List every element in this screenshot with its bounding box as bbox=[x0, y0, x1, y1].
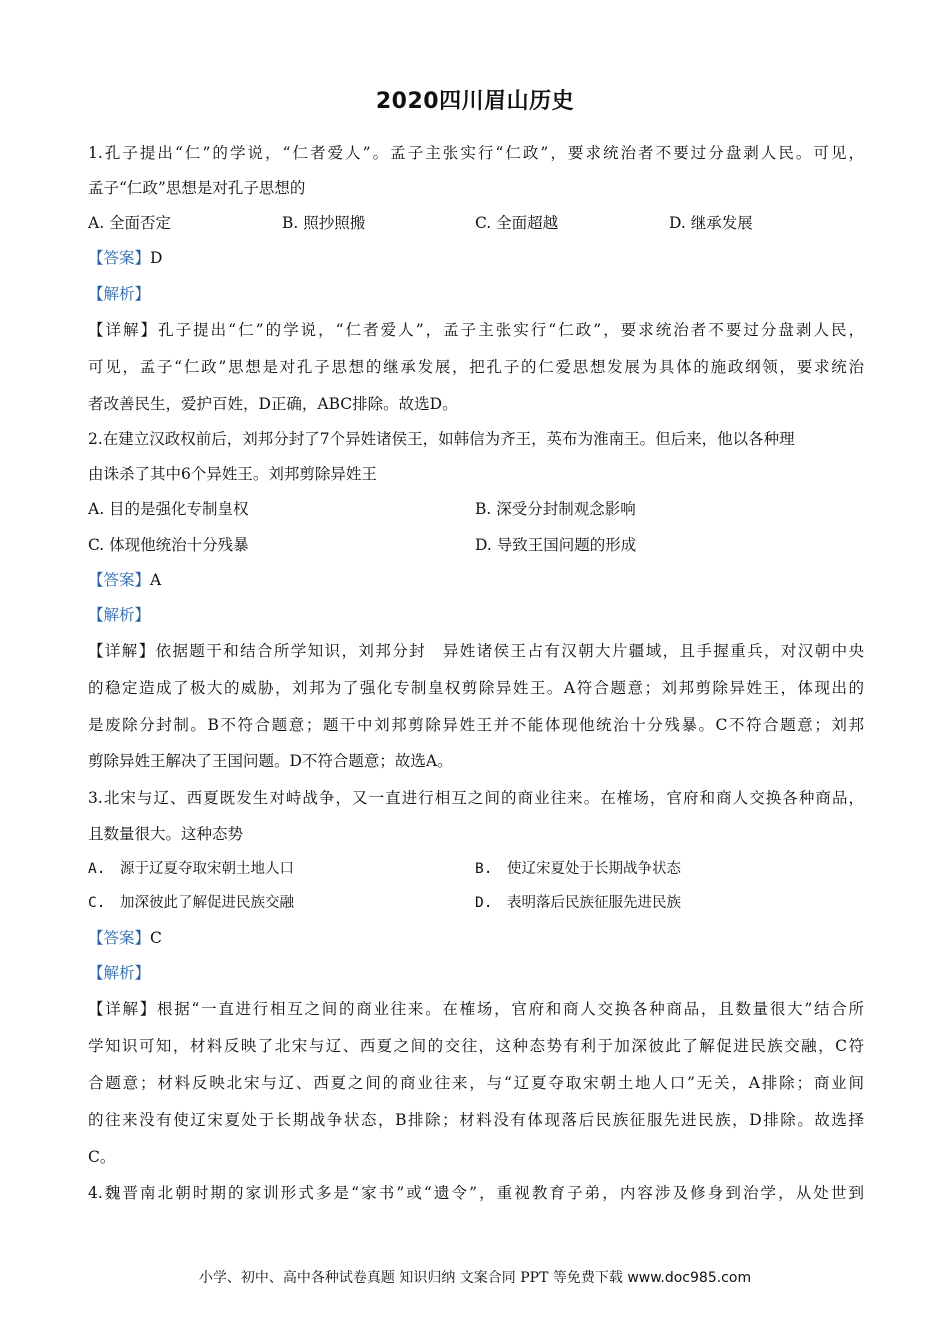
q2-answer bbox=[88, 570, 161, 590]
q1-option-c: C. 全面超越 bbox=[475, 214, 559, 232]
page-footer bbox=[0, 1268, 950, 1288]
q3-detail-line-2: 学知识可知，材料反映了北宋与辽、西夏之间的交往，这种态势有利于加深彼此了解促进民族交融，C符 bbox=[88, 1037, 864, 1055]
q3-detail-line-4: 的往来没有使辽宋夏处于长期战争状态，B排除；材料没有体现落后民族征服先进民族，D排除。故选择 bbox=[88, 1111, 864, 1129]
q1-detail-line-2: 可见，孟子“仁政”思想是对孔子思想的继承发展，把孔子的仁爱思想发展为具体的施政纲领，要求统治 bbox=[88, 358, 864, 376]
q1-detail-line-1 bbox=[88, 320, 864, 340]
q2-detail-line-2: 的稳定造成了极大的威胁，刘邦为了强化专制皇权剪除异姓王。A符合题意；刘邦剪除异姓王，体现出的 bbox=[88, 679, 864, 697]
q1-option-b: B. 照抄照搬 bbox=[282, 214, 366, 232]
q2-option-a: A. 目的是强化专制皇权 bbox=[88, 500, 249, 518]
detail-label: 【详解】 bbox=[88, 321, 159, 339]
q3-detail-line-5: C。 bbox=[88, 1148, 116, 1166]
footer-text: 小学、初中、高中各种试卷真题 知识归纳 文案合同 PPT 等免费下载 bbox=[198, 1270, 623, 1286]
q2-stem-line-2: 由诛杀了其中6个异姓王。刘邦剪除异姓王 bbox=[88, 465, 377, 483]
q1-detail-line-3: 者改善民生，爱护百姓，D正确，ABC排除。故选D。 bbox=[88, 395, 458, 413]
q2-option-c: C. 体现他统治十分残暴 bbox=[88, 536, 249, 554]
q2-stem-line-1: 2.在建立汉政权前后，刘邦分封了7个异姓诸侯王，如韩信为齐王，英布为淮南王。但后来，他以各种理 bbox=[88, 430, 795, 448]
q3-analysis-label: 【解析】 bbox=[88, 964, 151, 982]
q3-stem-line-1: 3.北宋与辽、西夏既发生对峙战争，又一直进行相互之间的商业往来。在榷场，官府和商人交换各种商品， bbox=[88, 789, 864, 807]
q1-analysis-label: 【解析】 bbox=[88, 285, 151, 303]
q1-option-d: D. 继承发展 bbox=[669, 214, 753, 232]
q3-detail-line-3: 合题意；材料反映北宋与辽、西夏之间的商业往来，与“辽夏夺取宋朝土地人口”无关，A排除；商业间 bbox=[88, 1074, 864, 1092]
q2-detail-line-4: 剪除异姓王解决了王国问题。D不符合题意；故选A。 bbox=[88, 752, 453, 770]
q2-analysis-label: 【解析】 bbox=[88, 606, 151, 624]
q3-detail-text-1: 根据“一直进行相互之间的商业往来。在榷场，官府和商人交换各种商品，且数量很大”结合所 bbox=[156, 1000, 864, 1018]
q1-stem-line-1: 1.孔子提出“仁”的学说，“仁者爱人”。孟子主张实行“仁政”，要求统治者不要过分盘剥人民。可见， bbox=[88, 144, 864, 162]
answer-label: 【答案】 bbox=[88, 929, 151, 947]
q1-stem-line-2: 孟子“仁政”思想是对孔子思想的 bbox=[88, 179, 306, 197]
page-title: 2020四川眉山历史 bbox=[375, 89, 575, 114]
q3-option-c: C. 加深彼此了解促进民族交融 bbox=[88, 895, 294, 911]
q1-option-a: A. 全面否定 bbox=[88, 214, 172, 232]
detail-label: 【详解】 bbox=[88, 642, 156, 660]
q2-option-d: D. 导致王国问题的形成 bbox=[475, 536, 637, 554]
q3-option-d: D. 表明落后民族征服先进民族 bbox=[475, 895, 681, 911]
q3-option-b: B. 使辽宋夏处于长期战争状态 bbox=[475, 861, 681, 877]
q3-answer bbox=[88, 928, 162, 948]
q4-stem-line-1: 4.魏晋南北朝时期的家训形式多是“家书”或“遗令”，重视教育子弟，内容涉及修身到治学，从处世到 bbox=[88, 1184, 864, 1202]
answer-label: 【答案】 bbox=[88, 249, 151, 267]
q3-detail-line-1 bbox=[88, 999, 864, 1019]
q2-option-b: B. 深受分封制观念影响 bbox=[475, 500, 636, 518]
q3-stem-line-2: 且数量很大。这种态势 bbox=[88, 825, 244, 843]
q1-answer-value: D bbox=[150, 249, 163, 267]
q2-answer-value: A bbox=[150, 571, 162, 589]
q2-detail-line-1 bbox=[88, 641, 864, 661]
footer-url[interactable]: www.doc985.com bbox=[627, 1270, 752, 1286]
q2-detail-line-3: 是废除分封制。B不符合题意；题干中刘邦剪除异姓王并不能体现他统治十分残暴。C不符合题意；刘邦 bbox=[88, 716, 864, 734]
q1-answer bbox=[88, 248, 162, 268]
detail-label: 【详解】 bbox=[88, 1000, 157, 1018]
answer-label: 【答案】 bbox=[88, 571, 151, 589]
q3-option-a: A. 源于辽夏夺取宋朝土地人口 bbox=[88, 861, 294, 877]
q3-answer-value: C bbox=[150, 929, 162, 947]
q2-detail-text-1: 依据题干和结合所学知识，刘邦分封 异姓诸侯王占有汉朝大片疆域，且手握重兵，对汉朝中央 bbox=[155, 642, 864, 660]
q1-detail-text-1: 孔子提出“仁”的学说，“仁者爱人”，孟子主张实行“仁政”，要求统治者不要过分盘剥人民， bbox=[158, 321, 864, 339]
